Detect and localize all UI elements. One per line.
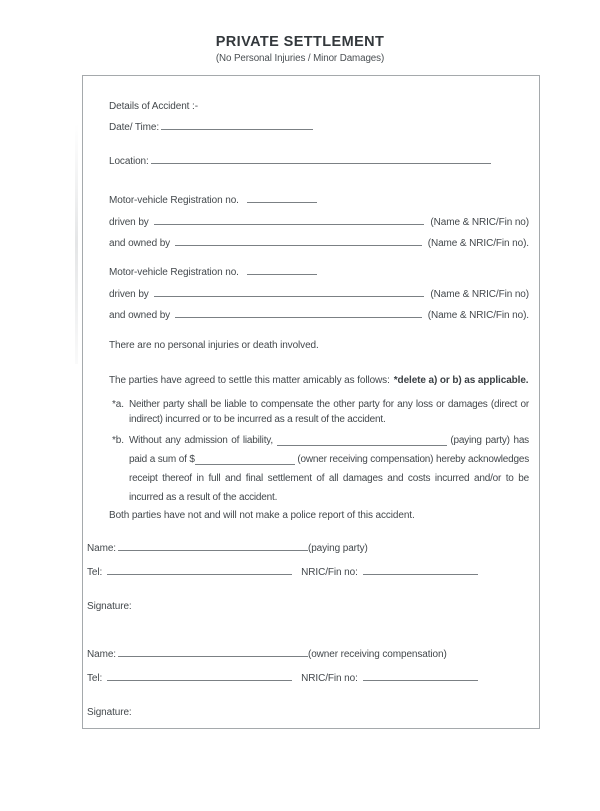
settlement-intro-row — [109, 374, 529, 388]
date-time-input-line[interactable] — [161, 120, 313, 130]
signatory-1-tel-label: Tel: — [87, 567, 103, 578]
clause-a-label: *a. — [112, 399, 124, 410]
signatory-2-tel-input-line[interactable] — [107, 671, 292, 681]
clause-b-text-part1: Without any admission of liability, — [128, 435, 273, 446]
settlement-intro-text: The parties have agreed to settle this matter amicably as follows: — [109, 375, 390, 386]
vehicle-2-registration-input-line[interactable] — [247, 265, 317, 275]
vehicle-2-owned-by-row — [109, 308, 529, 323]
no-injuries-text: There are no personal injuries or death involved. — [109, 340, 319, 351]
signatory-2-name-row — [87, 647, 529, 662]
vehicle-2-owner-nric-hint: (Name & NRIC/Fin no). — [427, 310, 529, 321]
signatory-1-tel-input-line[interactable] — [107, 565, 292, 575]
vehicle-1-owner-input-line[interactable] — [175, 236, 422, 246]
location-row — [109, 154, 529, 169]
no-police-report-statement — [109, 509, 529, 523]
vehicle-1-owned-by-label: and owned by — [109, 238, 171, 249]
delete-instruction-text: *delete a) or b) as applicable. — [393, 375, 529, 386]
signatory-1-tel-row — [87, 565, 529, 580]
paying-party-input-line[interactable] — [277, 436, 447, 446]
vehicle-2-owned-by-label: and owned by — [109, 310, 171, 321]
clause-a — [109, 397, 529, 427]
signatory-1-nric-input-line[interactable] — [363, 565, 478, 575]
accident-details-label: Details of Accident :- — [109, 101, 198, 112]
form-body-box — [82, 75, 540, 729]
signatory-2-signature-row — [87, 706, 529, 720]
clause-b — [109, 431, 529, 507]
signatory-2-name-input-line[interactable] — [118, 647, 308, 657]
location-label: Location: — [109, 156, 149, 167]
vehicle-1-driver-input-line[interactable] — [154, 215, 425, 225]
signatory-2-name-label: Name: — [87, 649, 116, 660]
signatory-1-name-input-line[interactable] — [118, 541, 308, 551]
document-header — [0, 34, 600, 64]
signatory-1-block — [87, 541, 529, 614]
vehicle-1-owned-by-row — [109, 236, 529, 251]
clause-a-text: Neither party shall be liable to compensate the other party for any loss or damages (direct or indirect) incurred or to be incurred as a result of the accident. — [128, 399, 529, 425]
signatory-1-signature-label: Signature: — [87, 601, 132, 612]
signatory-1-name-row — [87, 541, 529, 556]
clause-b-text-part2: (paying party) has paid a sum of $ — [128, 435, 529, 465]
vehicle-1-driven-by-label: driven by — [109, 217, 149, 228]
vehicle-1-registration-label: Motor-vehicle Registration no. — [109, 195, 239, 206]
vehicle-1-registration-input-line[interactable] — [247, 193, 317, 203]
no-police-report-text: Both parties have not and will not make a police report of this accident. — [109, 510, 415, 521]
vehicle-2-registration-label: Motor-vehicle Registration no. — [109, 267, 239, 278]
signatory-2-role-hint: (owner receiving compensation) — [307, 649, 447, 660]
clause-b-text-part3: (owner receiving compensation) hereby acknowledges receipt thereof in full and final settlement of all damages and costs incurred and/or to be incurred as a result of the accident. — [128, 454, 529, 503]
signatory-1-role-hint: (paying party) — [307, 543, 368, 554]
signatory-1-nric-label: NRIC/Fin no: — [301, 567, 358, 578]
sum-paid-input-line[interactable] — [195, 455, 295, 465]
clause-b-text — [129, 431, 529, 507]
signatory-2-tel-row — [87, 671, 529, 686]
vehicle-1-driven-by-row — [109, 215, 529, 230]
vehicle-2-driven-by-label: driven by — [109, 289, 149, 300]
location-input-line[interactable] — [151, 154, 491, 164]
vehicle-2-driver-nric-hint: (Name & NRIC/Fin no) — [430, 289, 529, 300]
vehicle-2-owner-input-line[interactable] — [175, 308, 422, 318]
vehicle-2-driven-by-row — [109, 287, 529, 302]
accident-details-heading — [109, 100, 529, 114]
date-time-label: Date/ Time: — [109, 122, 160, 133]
signatory-2-block — [87, 647, 529, 720]
vehicle-1-driver-nric-hint: (Name & NRIC/Fin no) — [430, 217, 529, 228]
signatory-2-tel-label: Tel: — [87, 673, 103, 684]
scan-artifact — [75, 124, 78, 364]
signatory-1-name-label: Name: — [87, 543, 116, 554]
form-title: PRIVATE SETTLEMENT — [215, 34, 385, 50]
clause-b-label: *b. — [112, 435, 124, 446]
vehicle-2-registration-row — [109, 265, 529, 280]
vehicle-1-registration-row — [109, 193, 529, 208]
signatory-2-nric-input-line[interactable] — [363, 671, 478, 681]
signatory-2-signature-label: Signature: — [87, 707, 132, 718]
signatory-1-signature-row — [87, 600, 529, 614]
date-time-row — [109, 120, 529, 135]
no-injuries-statement — [109, 339, 529, 353]
signatory-2-nric-label: NRIC/Fin no: — [301, 673, 358, 684]
form-subtitle: (No Personal Injuries / Minor Damages) — [215, 53, 385, 64]
vehicle-1-owner-nric-hint: (Name & NRIC/Fin no). — [427, 238, 529, 249]
vehicle-2-driver-input-line[interactable] — [154, 287, 425, 297]
